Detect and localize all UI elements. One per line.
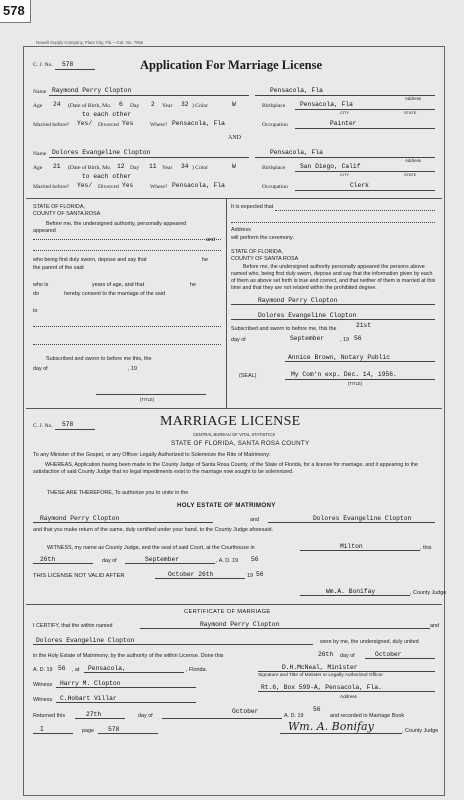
bride-city-label: CITY xyxy=(340,172,350,177)
and-separator: AND xyxy=(228,135,241,141)
consent-sworn-line: who being first duly sworn, depose and say that xyxy=(33,257,147,263)
groom-age: 24 xyxy=(53,101,61,108)
groom-name: Raymond Perry Clopton xyxy=(52,87,132,94)
certificate-page: 578 xyxy=(108,726,120,733)
bride-divorced-label: Divorced xyxy=(98,184,119,190)
bride-day-label: Day xyxy=(130,165,140,171)
groom-city-label: CITY xyxy=(340,110,350,115)
bride-birth-mo: 12 xyxy=(117,163,125,170)
expected-year: 56 xyxy=(354,335,362,342)
groom-birthplace: Pensacola, Fla xyxy=(300,101,353,108)
expected-state: STATE OF FLORIDA, xyxy=(231,249,283,255)
certificate-witness-1: Harry M. Clopton xyxy=(60,680,121,687)
groom-color-label: ) Color xyxy=(192,103,209,109)
certificate-and: and xyxy=(430,623,439,629)
page-number: 578 xyxy=(3,3,25,18)
bride-name: Dolores Evangeline Clopton xyxy=(52,149,151,156)
expected-subscribed: Subscribed and sworn to before me, this the xyxy=(231,326,337,332)
bride-residence: Pensacola, Fla xyxy=(270,149,323,156)
certificate-day-of: day of xyxy=(340,653,355,659)
license-month: September xyxy=(145,556,180,563)
groom-married-before-label: Married before? xyxy=(33,122,70,128)
printer-line: Nowell Supply Company, Plant City, Fla.—Cat. No. 7956 xyxy=(36,40,144,45)
consent-before-me: Before me, the undersigned authority, personally appeared xyxy=(46,221,187,227)
expected-commission: My Com'n exp. Dec. 14, 1956. xyxy=(291,371,397,378)
groom-where: Pensacola, Fla xyxy=(172,120,225,127)
license-return-line: and that you make return of the same, duly certified under your hand, to the County Judge aforesaid. xyxy=(33,527,274,533)
expected-line: It is expected that xyxy=(231,204,274,210)
certificate-address-label: Address xyxy=(340,694,357,699)
groom-day-label: Day xyxy=(130,103,140,109)
license-title: MARRIAGE LICENSE xyxy=(160,414,301,429)
groom-occupation: Painter xyxy=(330,120,357,127)
expected-month: September xyxy=(290,335,325,342)
certificate-recorded: and recorded in Marriage Book xyxy=(330,713,405,719)
consent-subscribed: Subscribed and sworn to before me this, the xyxy=(46,356,152,362)
certificate-were-by-me: were by me, the undersigned, duly united xyxy=(320,639,419,645)
certificate-judge-signature: Wm. A. Bonifay xyxy=(288,720,374,733)
certificate-ret-year: 56 xyxy=(313,706,321,713)
certificate-groom: Raymond Perry Clopton xyxy=(200,621,280,628)
certificate-book: I xyxy=(40,726,44,733)
license-and: and xyxy=(250,517,259,523)
bride-year-label: Year xyxy=(162,165,173,171)
license-year-exp: 56 xyxy=(256,571,264,578)
groom-to-each-other: to each other xyxy=(82,111,132,118)
groom-color: W xyxy=(232,101,236,108)
bride-where: Pensacola, Fla xyxy=(172,182,225,189)
bride-age: 21 xyxy=(53,163,61,170)
consent-he2: he xyxy=(190,282,196,288)
license-cj-label: C. J. No. xyxy=(33,423,53,429)
certificate-month: October xyxy=(375,651,402,658)
consent-hereby: hereby consent to the marriage of the said xyxy=(64,291,165,297)
bride-occupation: Clerk xyxy=(350,182,369,189)
license-whereas: WHEREAS, Application having been made to the County Judge of Santa Rosa County, of the State of Florida, for a license for marriage, and it appearing to the satisfaction of said County Judge that no legal impediments exist to the marriage now sought to be solemnized. xyxy=(33,462,418,475)
expected-name-1: Raymond Perry Clopton xyxy=(258,297,338,304)
groom-divorced: Yes xyxy=(122,120,134,127)
certificate-certify: I CERTIFY, that the within named xyxy=(33,623,113,629)
bride-occupation-label: Occupation xyxy=(262,184,288,190)
bride-where-label: Where? xyxy=(150,184,168,190)
consent-year19: , 19 xyxy=(128,366,137,372)
groom-divorced-label: Divorced xyxy=(98,122,119,128)
consent-parent-of: the parent of the said xyxy=(33,265,84,271)
groom-year-label: Year xyxy=(162,103,173,109)
consent-state: STATE OF FLORIDA, xyxy=(33,204,85,210)
certificate-bride: Dolores Evangeline Clopton xyxy=(36,637,135,644)
certificate-florida: , Florida. xyxy=(186,667,207,673)
certificate-minister-address: Rt.6, Box 599-A, Pensacola, Fla. xyxy=(261,684,382,691)
groom-birth-day: 2 xyxy=(151,101,155,108)
bride-birth-year: 34 xyxy=(181,163,189,170)
bride-color: W xyxy=(232,163,236,170)
bride-divorced: Yes xyxy=(122,182,134,189)
bride-birthplace: San Diego, Calif xyxy=(300,163,361,170)
groom-married-before: Yes/ xyxy=(77,120,93,127)
groom-address-label: Address xyxy=(405,96,422,101)
license-day: 26th xyxy=(40,556,56,563)
license-holy-estate: HOLY ESTATE OF MATRIMONY xyxy=(177,502,276,509)
certificate-ret-ad19: A. D. 19 xyxy=(284,713,304,719)
consent-county: COUNTY OF SANTA ROSA xyxy=(33,211,101,217)
bride-birth-day: 11 xyxy=(149,163,157,170)
license-to-any: To any Minister of the Gospel, or any Officer Legally Authorized to Solemnize the Rite of Matrimony: xyxy=(33,452,271,458)
groom-birth-year: 32 xyxy=(181,101,189,108)
consent-he: he xyxy=(202,257,208,263)
bride-dob-label: (Date of Birth, Mo. xyxy=(68,165,112,171)
groom-occupation-label: Occupation xyxy=(262,122,288,128)
license-witness: WITNESS, my name as County Judge, and the seal of said Court, at the Courthouse in xyxy=(47,545,255,551)
license-ad19: , A. D. 19 xyxy=(216,558,239,564)
groom-birthplace-label: Birthplace xyxy=(262,103,286,109)
certificate-title: CERTIFICATE OF MARRIAGE xyxy=(184,609,271,615)
bride-color-label: ) Color xyxy=(192,165,209,171)
license-judge: Wm.A. Bonifay xyxy=(326,588,376,595)
certificate-ret-day: 27th xyxy=(86,711,102,718)
certificate-ad19: A. D. 19 xyxy=(33,667,53,673)
license-year19: 19 xyxy=(247,573,253,579)
certificate-witness-label-2: Witness xyxy=(33,697,53,703)
certificate-day: 26th xyxy=(318,651,334,658)
expected-notary: Annice Brown, Notary Public xyxy=(288,354,391,361)
groom-birth-mo: 6 xyxy=(119,101,123,108)
groom-residence: Pensacola, Fla xyxy=(270,87,323,94)
application-title: Application For Marriage License xyxy=(140,58,323,72)
consent-years-age: years of age, and that xyxy=(92,282,145,288)
certificate-ret-day-of: day of xyxy=(138,713,153,719)
application-cj-number: 578 xyxy=(62,61,74,68)
bride-married-before-label: Married before? xyxy=(33,184,70,190)
license-these-are: THESE ARE THEREFORE, To authorize you to unite in the xyxy=(47,490,189,496)
expected-year-prefix: , 19 xyxy=(340,337,349,343)
bride-age-label: Age xyxy=(33,165,43,171)
expected-county: COUNTY OF SANTA ROSA xyxy=(231,256,299,262)
consent-title: (TITLE) xyxy=(140,397,155,402)
groom-state-label: STATE xyxy=(404,110,417,115)
certificate-minister: D.H.McNeal, Minister xyxy=(282,664,358,671)
consent-day-of: day of xyxy=(33,366,48,372)
expected-name-2: Dolores Evangeline Clopton xyxy=(258,312,357,319)
application-cj-label: C. J. No. xyxy=(33,62,53,68)
license-valid-after: October 26th xyxy=(168,571,214,578)
certificate-returned: Returned this xyxy=(33,713,66,719)
certificate-ret-month: October xyxy=(232,708,259,715)
groom-where-label: Where? xyxy=(150,122,168,128)
certificate-witness-label-1: Witness xyxy=(33,682,53,688)
license-year: 56 xyxy=(251,556,259,563)
certificate-holy-estate: in the Holy Estate of Matrimony, by the authority of the within License. Done this xyxy=(33,653,224,659)
expected-seal: (SEAL) xyxy=(239,373,257,379)
consent-who-is: who is xyxy=(33,282,49,288)
license-day-of: day of xyxy=(102,558,117,564)
consent-do: do xyxy=(33,291,39,297)
certificate-place: Pensacola, xyxy=(88,665,126,672)
expected-paragraph: Before me, the undersigned authority personally appeared the persons above named who, being first duly sworn, depose and say that the information given by each of them as above set forth is true and correct, and that neither of them is married at this time and that they are not related within the prohibited degree. xyxy=(231,264,436,291)
certificate-judge-title: , County Judge xyxy=(402,728,439,734)
bride-address-label: Address xyxy=(405,158,422,163)
license-state-county: STATE OF FLORIDA, SANTA ROSA COUNTY xyxy=(171,440,310,447)
license-groom: Raymond Perry Clopton xyxy=(40,515,120,522)
groom-name-label: Name xyxy=(33,89,47,95)
expected-day-value: 21st xyxy=(356,322,372,329)
license-bride: Dolores Evangeline Clopton xyxy=(313,515,412,522)
bride-birthplace-label: Birthplace xyxy=(262,165,286,171)
certificate-at: , at xyxy=(72,667,80,673)
license-bureau: CENTRAL BUREAU OF VITAL STATISTICS xyxy=(193,432,276,437)
expected-address: Address xyxy=(231,227,251,233)
consent-and: and xyxy=(206,237,215,243)
bride-to-each-other: to each other xyxy=(82,173,132,180)
expected-day-of: day of xyxy=(231,337,246,343)
bride-state-label: STATE xyxy=(404,172,417,177)
license-town: Milton xyxy=(340,543,363,550)
consent-appeared-wrap: appeared xyxy=(33,228,56,234)
bride-name-label: Name xyxy=(33,151,47,157)
bride-married-before: Yes/ xyxy=(77,182,93,189)
expected-title: (TITLE) xyxy=(348,381,363,386)
consent-to: to xyxy=(33,308,38,314)
certificate-sig-label: Signature and Title of Minister or Legally Authorized Officer xyxy=(258,673,383,678)
groom-dob-label: (Date of Birth, Mo. xyxy=(68,103,112,109)
certificate-page-label: page xyxy=(82,728,94,734)
groom-age-label: Age xyxy=(33,103,43,109)
license-this: , this xyxy=(420,545,432,551)
license-cj-number: 578 xyxy=(62,421,74,428)
certificate-year: 56 xyxy=(58,665,66,672)
license-judge-title: , County Judge xyxy=(410,590,447,596)
license-not-valid: THIS LICENSE NOT VALID AFTER xyxy=(33,573,125,579)
certificate-witness-2: C.Hobart Villar xyxy=(60,695,117,702)
expected-will-perform: will perform the ceremony. xyxy=(231,235,294,241)
